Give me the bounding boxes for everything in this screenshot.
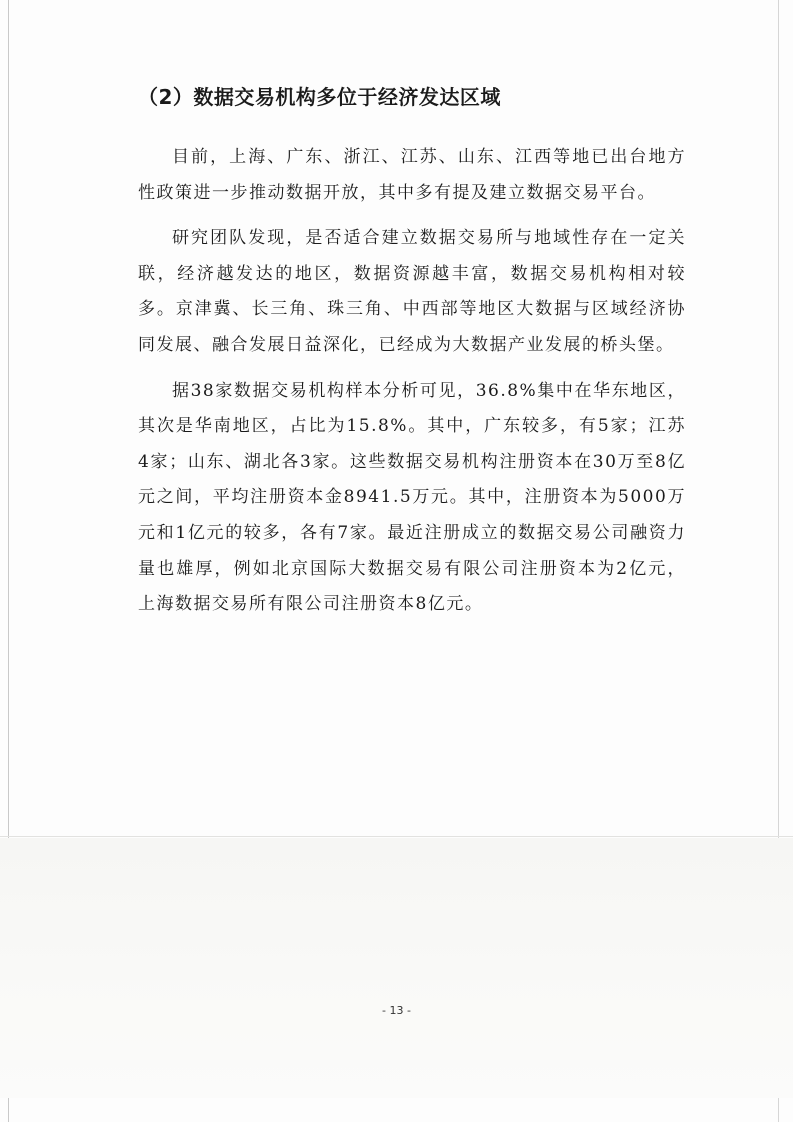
body-text	[138, 140, 686, 633]
section-heading: （2）数据交易机构多位于经济发达区域	[138, 85, 501, 109]
scan-shade-band	[0, 838, 793, 1098]
page-number: - 13 -	[382, 1004, 411, 1017]
scan-fold-line	[0, 836, 793, 837]
paragraph-sample-analysis: 据38家数据交易机构样本分析可见，36.8%集中在华东地区，其次是华南地区，占比为15.8%。其中，广东较多，有5家；江苏4家；山东、湖北各3家。这些数据交易机构注册资本在30万至8亿元之间，平均注册资本金8941.5万元。其中，注册资本为5000万元和1亿元的较多，各有7家。最近注册成立的数据交易公司融资力量也雄厚，例如北京国际大数据交易有限公司注册资本为2亿元，上海数据交易所有限公司注册资本8亿元。	[138, 380, 686, 615]
paragraph-policy: 目前，上海、广东、浙江、江苏、山东、江西等地已出台地方性政策进一步推动数据开放，其中多有提及建立数据交易平台。	[138, 147, 686, 203]
paragraph-regional-correlation: 研究团队发现，是否适合建立数据交易所与地域性存在一定关联，经济越发达的地区，数据资源越丰富，数据交易机构相对较多。京津冀、长三角、珠三角、中西部等地区大数据与区域经济协同发展、融合发展日益深化，已经成为大数据产业发展的桥头堡。	[138, 228, 686, 355]
